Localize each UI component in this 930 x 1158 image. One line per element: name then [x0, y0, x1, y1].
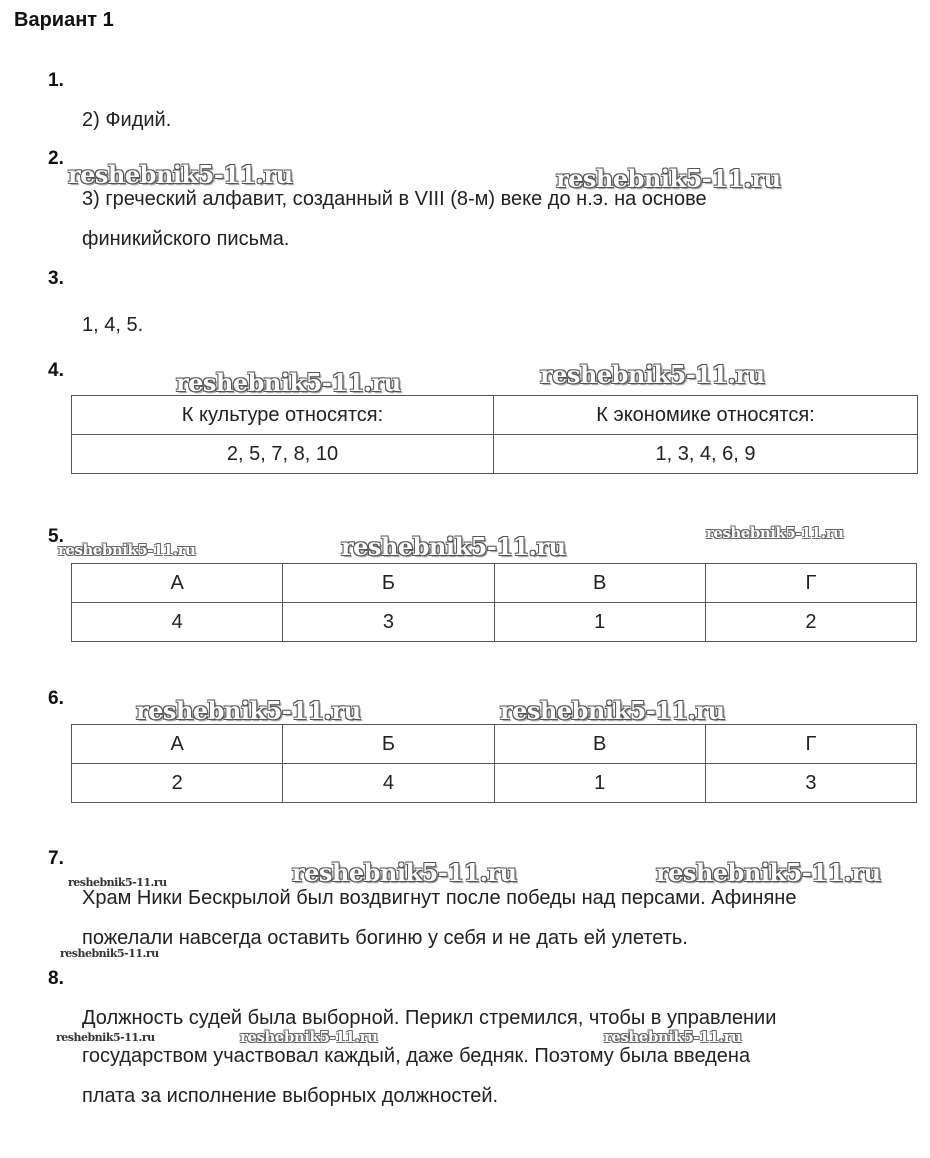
- question-8-line-1: Должность судей была выборной. Перикл стремился, чтобы в управлении: [82, 1007, 777, 1029]
- question-8-line-2: государством участвовал каждый, даже бедняк. Поэтому была введена: [82, 1045, 751, 1067]
- watermark: reshebnik5-11.ru: [556, 164, 781, 193]
- table-cell: 3: [283, 603, 494, 642]
- table-row: [72, 764, 917, 803]
- question-5-table: [71, 563, 917, 642]
- table-cell: 1, 3, 4, 6, 9: [494, 435, 918, 474]
- watermark: reshebnik5-11.ru: [58, 541, 196, 559]
- watermark: reshebnik5-11.ru: [292, 858, 517, 887]
- watermark: reshebnik5-11.ru: [656, 858, 881, 887]
- watermark: reshebnik5-11.ru: [60, 947, 159, 960]
- question-7-line-1: Храм Ники Бескрылой был воздвигнут после победы над персами. Афиняне: [82, 887, 797, 909]
- question-8-number: 8.: [48, 968, 64, 989]
- table-header-cell: К экономике относятся:: [494, 396, 918, 435]
- table-row: [72, 396, 918, 435]
- watermark: reshebnik5-11.ru: [604, 1028, 742, 1046]
- watermark: reshebnik5-11.ru: [68, 876, 167, 889]
- table-cell: 2: [72, 764, 283, 803]
- table-cell: 3: [705, 764, 916, 803]
- question-1-number: 1.: [48, 70, 64, 91]
- table-cell: 4: [283, 764, 494, 803]
- table-cell: 2: [705, 603, 916, 642]
- table-header-cell: А: [72, 725, 283, 764]
- question-3-answer: 1, 4, 5.: [82, 314, 144, 336]
- question-3-number: 3.: [48, 268, 64, 289]
- watermark: reshebnik5-11.ru: [56, 1031, 155, 1044]
- table-header-cell: Г: [705, 725, 916, 764]
- table-header-cell: Б: [283, 564, 494, 603]
- watermark: reshebnik5-11.ru: [136, 696, 361, 725]
- table-header-cell: К культуре относятся:: [72, 396, 494, 435]
- table-cell: 1: [494, 603, 705, 642]
- watermark: reshebnik5-11.ru: [240, 1028, 378, 1046]
- table-header-cell: Б: [283, 725, 494, 764]
- question-1-answer: 2) Фидий.: [82, 109, 172, 131]
- question-2-line-1: 3) греческий алфавит, созданный в VIII (8-м) веке до н.э. на основе: [82, 188, 707, 210]
- watermark: reshebnik5-11.ru: [500, 696, 725, 725]
- table-header-cell: В: [494, 725, 705, 764]
- table-row: [72, 564, 917, 603]
- table-cell: 1: [494, 764, 705, 803]
- question-4-number: 4.: [48, 360, 64, 381]
- watermark: reshebnik5-11.ru: [540, 360, 765, 389]
- question-6-table: [71, 724, 917, 803]
- question-8-line-3: плата за исполнение выборных должностей.: [82, 1085, 499, 1107]
- table-row: [72, 725, 917, 764]
- question-4-table: [71, 395, 918, 474]
- question-5-number: 5.: [48, 526, 64, 547]
- question-2-number: 2.: [48, 148, 64, 169]
- table-header-cell: А: [72, 564, 283, 603]
- question-6-number: 6.: [48, 688, 64, 709]
- question-2-line-2: финикийского письма.: [82, 228, 290, 250]
- watermark: reshebnik5-11.ru: [341, 532, 566, 561]
- watermark: reshebnik5-11.ru: [68, 160, 293, 189]
- table-header-cell: Г: [705, 564, 916, 603]
- page-title: Вариант 1: [14, 9, 114, 31]
- watermark: reshebnik5-11.ru: [176, 368, 401, 397]
- table-cell: 2, 5, 7, 8, 10: [72, 435, 494, 474]
- watermark: reshebnik5-11.ru: [706, 524, 844, 542]
- table-cell: 4: [72, 603, 283, 642]
- table-header-cell: В: [494, 564, 705, 603]
- question-7-line-2: пожелали навсегда оставить богиню у себя и не дать ей улететь.: [82, 927, 688, 949]
- table-row: [72, 435, 918, 474]
- table-row: [72, 603, 917, 642]
- question-7-number: 7.: [48, 848, 64, 869]
